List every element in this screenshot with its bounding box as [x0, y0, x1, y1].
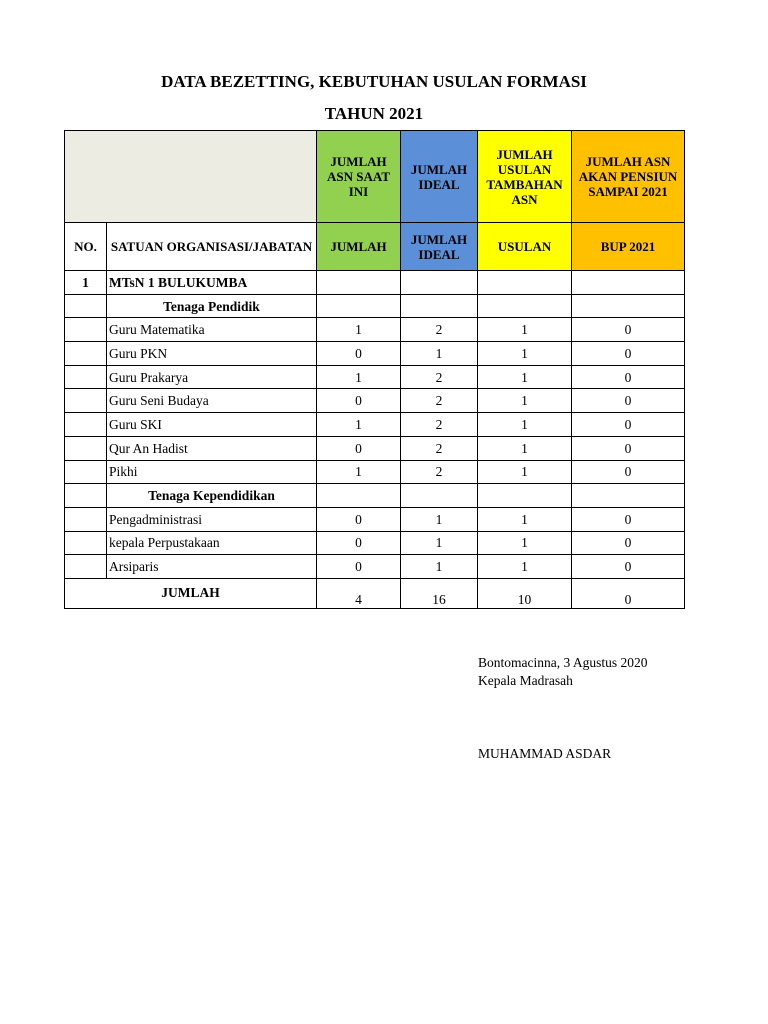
empty-cell — [572, 484, 685, 508]
value-bup: 0 — [572, 507, 685, 531]
section-label-kependidikan: Tenaga Kependidikan — [107, 484, 317, 508]
empty-cell — [401, 484, 478, 508]
value-asn: 0 — [317, 389, 401, 413]
value-asn: 1 — [317, 318, 401, 342]
header-jumlah-pensiun: JUMLAH ASN AKAN PENSIUN SAMPAI 2021 — [572, 131, 685, 223]
empty-cell — [65, 484, 107, 508]
empty-cell — [478, 294, 572, 318]
value-ideal: 1 — [401, 342, 478, 366]
unit-row — [65, 271, 685, 295]
position-name: Qur An Hadist — [107, 436, 317, 460]
value-asn: 1 — [317, 460, 401, 484]
value-bup: 0 — [572, 342, 685, 366]
position-name: Guru Matematika — [107, 318, 317, 342]
table-row — [65, 365, 685, 389]
value-ideal: 2 — [401, 436, 478, 460]
header-sub-jumlah: JUMLAH — [317, 223, 401, 271]
value-bup: 0 — [572, 531, 685, 555]
table-row — [65, 342, 685, 366]
document-subtitle: TAHUN 2021 — [324, 104, 424, 123]
header-jumlah-usulan: JUMLAH USULAN TAMBAHAN ASN — [478, 131, 572, 223]
table-row — [65, 555, 685, 579]
section-row-kependidikan — [65, 484, 685, 508]
table-row — [65, 436, 685, 460]
value-bup: 0 — [572, 389, 685, 413]
value-asn: 1 — [317, 413, 401, 437]
formation-table — [64, 130, 685, 609]
empty-cell — [317, 271, 401, 295]
unit-number: 1 — [65, 271, 107, 295]
value-bup: 0 — [572, 365, 685, 389]
table-row — [65, 413, 685, 437]
table-row — [65, 389, 685, 413]
value-usulan: 1 — [478, 531, 572, 555]
value-asn: 0 — [317, 555, 401, 579]
total-asn: 4 — [317, 578, 401, 608]
header-sub-usulan: USULAN — [478, 223, 572, 271]
position-name: Guru SKI — [107, 413, 317, 437]
empty-cell — [317, 294, 401, 318]
empty-cell — [478, 271, 572, 295]
empty-cell — [317, 484, 401, 508]
empty-cell — [65, 555, 107, 579]
position-name: Pikhi — [107, 460, 317, 484]
total-usulan: 10 — [478, 578, 572, 608]
empty-cell — [65, 294, 107, 318]
value-ideal: 2 — [401, 365, 478, 389]
header-jumlah-asn: JUMLAH ASN SAAT INI — [317, 131, 401, 223]
header-blank-cell — [65, 131, 317, 223]
signature-place-date: Bontomacinna, 3 Agustus 2020 — [478, 655, 648, 670]
empty-cell — [65, 460, 107, 484]
value-usulan: 1 — [478, 342, 572, 366]
section-row-pendidik — [65, 294, 685, 318]
empty-cell — [401, 294, 478, 318]
value-usulan: 1 — [478, 507, 572, 531]
value-bup: 0 — [572, 436, 685, 460]
header-row-top — [65, 131, 685, 223]
empty-cell — [478, 484, 572, 508]
value-asn: 0 — [317, 531, 401, 555]
total-ideal: 16 — [401, 578, 478, 608]
empty-cell — [65, 389, 107, 413]
header-satuan: SATUAN ORGANISASI/JABATAN — [107, 223, 317, 271]
table-row — [65, 531, 685, 555]
value-asn: 0 — [317, 507, 401, 531]
signature-name: MUHAMMAD ASDAR — [478, 746, 612, 761]
value-asn: 0 — [317, 436, 401, 460]
value-ideal: 1 — [401, 531, 478, 555]
position-name: kepala Perpustakaan — [107, 531, 317, 555]
table-row — [65, 460, 685, 484]
position-name: Guru PKN — [107, 342, 317, 366]
value-usulan: 1 — [478, 436, 572, 460]
table-row — [65, 318, 685, 342]
value-ideal: 1 — [401, 555, 478, 579]
total-bup: 0 — [572, 578, 685, 608]
empty-cell — [65, 318, 107, 342]
empty-cell — [65, 531, 107, 555]
position-name: Guru Prakarya — [107, 365, 317, 389]
value-usulan: 1 — [478, 460, 572, 484]
value-ideal: 1 — [401, 507, 478, 531]
empty-cell — [65, 436, 107, 460]
position-name: Pengadministrasi — [107, 507, 317, 531]
empty-cell — [572, 294, 685, 318]
value-bup: 0 — [572, 460, 685, 484]
value-ideal: 2 — [401, 460, 478, 484]
value-usulan: 1 — [478, 555, 572, 579]
value-ideal: 2 — [401, 413, 478, 437]
table-row — [65, 507, 685, 531]
value-asn: 1 — [317, 365, 401, 389]
value-ideal: 2 — [401, 318, 478, 342]
value-usulan: 1 — [478, 413, 572, 437]
section-label-pendidik: Tenaga Pendidik — [107, 294, 317, 318]
value-bup: 0 — [572, 318, 685, 342]
value-asn: 0 — [317, 342, 401, 366]
position-name: Guru Seni Budaya — [107, 389, 317, 413]
unit-name: MTsN 1 BULUKUMBA — [107, 271, 317, 295]
empty-cell — [65, 342, 107, 366]
document-title: DATA BEZETTING, KEBUTUHAN USULAN FORMASI — [161, 72, 587, 91]
value-usulan: 1 — [478, 389, 572, 413]
value-ideal: 2 — [401, 389, 478, 413]
position-name: Arsiparis — [107, 555, 317, 579]
header-row-sub — [65, 223, 685, 271]
value-usulan: 1 — [478, 318, 572, 342]
empty-cell — [65, 365, 107, 389]
header-no: NO. — [65, 223, 107, 271]
empty-cell — [65, 507, 107, 531]
empty-cell — [65, 413, 107, 437]
signature-position: Kepala Madrasah — [478, 673, 573, 688]
value-bup: 0 — [572, 413, 685, 437]
value-bup: 0 — [572, 555, 685, 579]
header-sub-bup: BUP 2021 — [572, 223, 685, 271]
empty-cell — [572, 271, 685, 295]
header-jumlah-ideal: JUMLAH IDEAL — [401, 131, 478, 223]
total-row — [65, 578, 685, 608]
empty-cell — [401, 271, 478, 295]
total-label: JUMLAH — [65, 578, 317, 608]
header-sub-ideal: JUMLAH IDEAL — [401, 223, 478, 271]
value-usulan: 1 — [478, 365, 572, 389]
